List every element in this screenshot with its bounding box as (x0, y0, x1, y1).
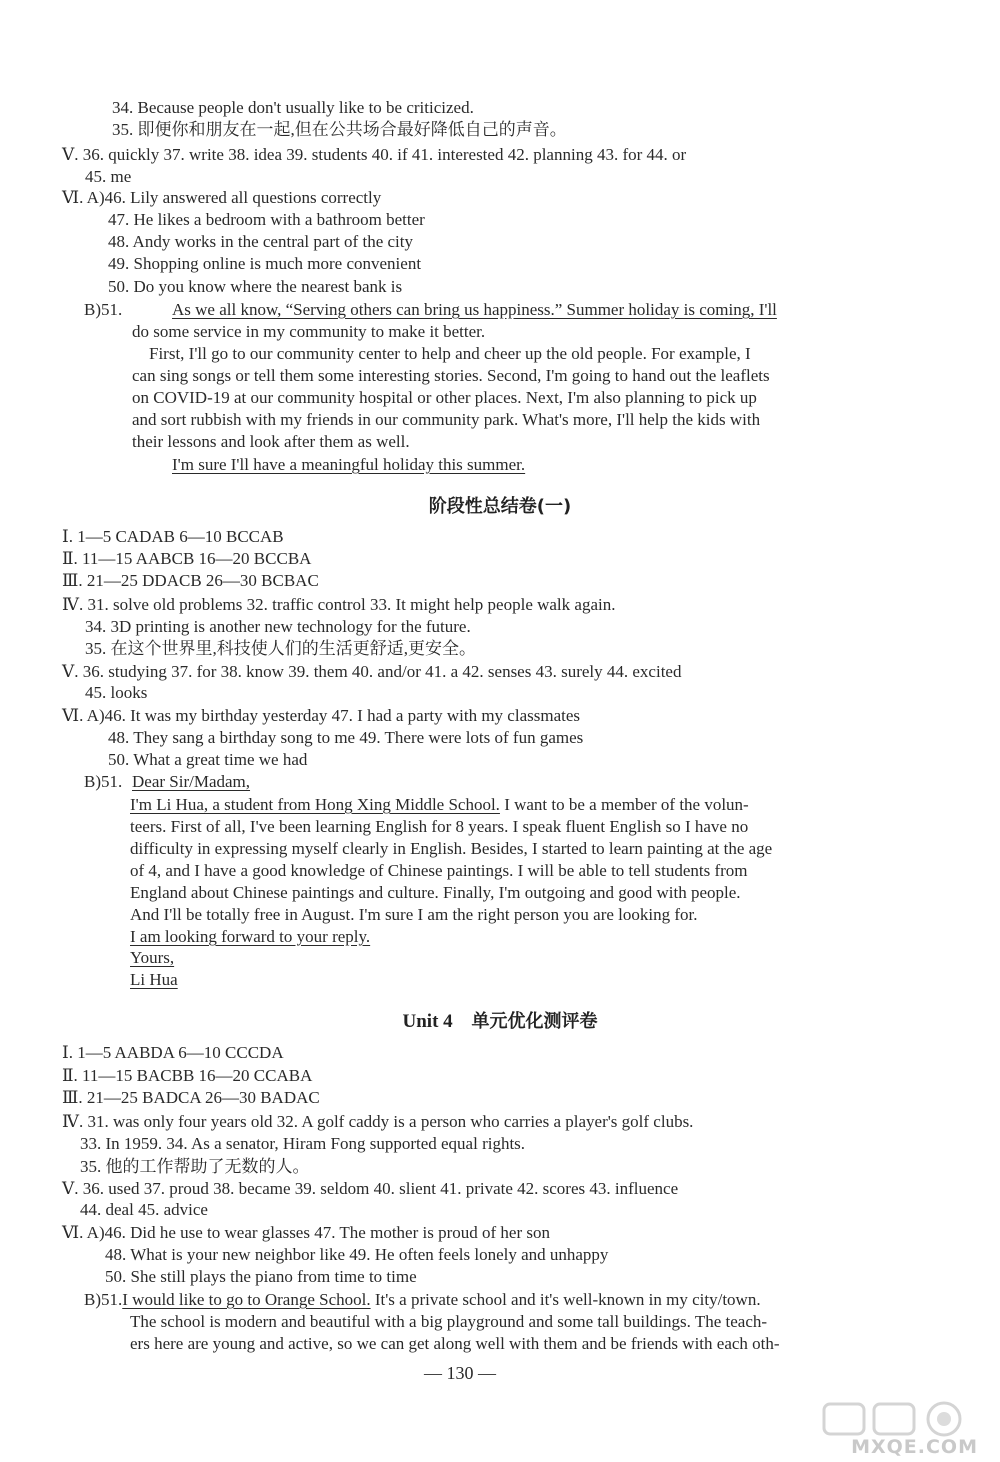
answer-line: 44. deal 45. advice (80, 1200, 208, 1219)
answer-line: 50. Do you know where the nearest bank is (108, 277, 403, 296)
answer-line: 45. me (85, 167, 132, 186)
essay2-name: Li Hua (130, 970, 178, 989)
essay-line: ers here are young and active, so we can get along well with them and be friends with each oth- (130, 1334, 780, 1353)
answer-line: 35. 他的工作帮助了无数的人。 (80, 1157, 310, 1176)
answer-line: 34. Because people don't usually like to be criticized. (112, 98, 474, 117)
page-number: — 130 — (424, 1363, 496, 1383)
answer-line: Ⅱ. 11—15 AABCB 16—20 BCCBA (62, 549, 312, 568)
essay1-opening: As we all know, “Serving others can bring us happiness.” Summer holiday is coming, I'll (172, 300, 777, 319)
answer-line: 33. In 1959. 34. As a senator, Hiram Fong supported equal rights. (80, 1134, 526, 1153)
essay2-first-line (130, 795, 749, 815)
answer-line: 47. He likes a bedroom with a bathroom better (108, 210, 425, 229)
answer-line: 45. looks (85, 683, 148, 702)
essay1-closing: I'm sure I'll have a meaningful holiday this summer. (172, 455, 526, 474)
essay-line: The school is modern and beautiful with a big playground and some tall buildings. The teach- (130, 1312, 768, 1331)
watermark-logo (788, 1400, 978, 1460)
answer-line: Ⅰ. 1—5 AABDA 6—10 CCCDA (62, 1043, 284, 1062)
answer-line: 50. She still plays the piano from time to time (105, 1267, 417, 1286)
essay-line: difficulty in expressing myself clearly in English. Besides, I started to learn painting at the age (130, 839, 773, 858)
essay-line: do some service in my community to make it better. (132, 322, 486, 341)
answer-line: Ⅱ. 11—15 BACBB 16—20 CCABA (62, 1066, 313, 1085)
unit-label: Unit 4 (402, 1011, 453, 1032)
essay-line: And I'll be totally free in August. I'm sure I am the right person you are looking for. (130, 905, 698, 924)
answer-line: 48. They sang a birthday song to me 49. There were lots of fun games (108, 728, 584, 747)
answer-line: Ⅲ. 21—25 BADCA 26—30 BADAC (62, 1088, 320, 1107)
answer-line: Ⅲ. 21—25 DDACB 26—30 BCBAC (62, 571, 319, 590)
essay2-opening-rest: I want to be a member of the volun- (499, 795, 749, 814)
answer-line: Ⅳ. 31. was only four years old 32. A golf caddy is a person who carries a player's golf clubs. (62, 1112, 694, 1131)
essay-line: their lessons and look after them as well. (132, 432, 410, 451)
essay2-signoff: Yours, (130, 948, 175, 967)
answer-line: Ⅴ. 36. studying 37. for 38. know 39. them 40. and/or 41. a 42. senses 43. surely 44. excited (62, 662, 682, 681)
answer-line: Ⅵ. A)46. It was my birthday yesterday 47. I had a party with my classmates (62, 706, 581, 725)
answer-line: Ⅵ. A)46. Lily answered all questions correctly (62, 188, 382, 207)
essay2-salutation: Dear Sir/Madam, (132, 772, 251, 791)
essay-line: First, I'll go to our community center to help and cheer up the old people. For example, I (132, 344, 751, 363)
section-title-stage-summary: 阶段性总结卷(一) (428, 496, 572, 517)
answer-line: Ⅴ. 36. quickly 37. write 38. idea 39. students 40. if 41. interested 42. planning 43. for 44. or (62, 145, 687, 164)
section-title-unit4 (0, 1007, 1000, 1033)
essay-line: can sing songs or tell them some interesting stories. Second, I'm going to hand out the leaflets (132, 366, 770, 385)
essay3-opening-rest: It's a private school and it's well-known in my city/town. (370, 1290, 761, 1309)
answer-line: 35. 即便你和朋友在一起,但在公共场合最好降低自己的声音。 (112, 120, 567, 139)
essay1-prefix: B)51. (84, 300, 123, 319)
essay-line: and sort rubbish with my friends in our community park. What's more, I'll help the kids with (132, 410, 761, 429)
essay-line: on COVID-19 at our community hospital or other places. Next, I'm also planning to pick up (132, 388, 757, 407)
watermark-site: MXQE.COM (851, 1436, 978, 1458)
answer-line: 48. Andy works in the central part of the city (108, 232, 413, 251)
essay2-closing: I am looking forward to your reply. (130, 927, 371, 946)
answer-line: 50. What a great time we had (108, 750, 308, 769)
answer-line: 34. 3D printing is another new technology for the future. (85, 617, 471, 636)
answer-line: Ⅵ. A)46. Did he use to wear glasses 47. The mother is proud of her son (62, 1223, 550, 1242)
answer-line: 48. What is your new neighbor like 49. He often feels lonely and unhappy (105, 1245, 609, 1264)
watermark-icon (788, 1400, 978, 1440)
essay-line: teers. First of all, I've been learning English for 8 years. I speak fluent English so I have no (130, 817, 749, 836)
answer-line: Ⅴ. 36. used 37. proud 38. became 39. seldom 40. slient 41. private 42. scores 43. influence (62, 1179, 679, 1198)
essay2-prefix: B)51. (84, 772, 123, 791)
answer-line: Ⅰ. 1—5 CADAB 6—10 BCCAB (62, 527, 284, 546)
essay-line: of 4, and I have a good knowledge of Chinese paintings. I will be able to tell students from (130, 861, 748, 880)
essay3-opening: I would like to go to Orange School. (122, 1290, 371, 1309)
unit-test-title: 单元优化测评卷 (471, 1011, 598, 1032)
essay3-prefix: B)51. (84, 1290, 123, 1309)
answer-line: 49. Shopping online is much more convenient (108, 254, 422, 273)
answer-line: 35. 在这个世界里,科技使人们的生活更舒适,更安全。 (85, 639, 476, 658)
essay2-opening: I'm Li Hua, a student from Hong Xing Middle School. (130, 795, 500, 814)
essay-line: England about Chinese paintings and culture. Finally, I'm outgoing and good with people. (130, 883, 741, 902)
answer-line: Ⅳ. 31. solve old problems 32. traffic control 33. It might help people walk again. (62, 595, 616, 614)
essay3-first-line (84, 1290, 761, 1310)
